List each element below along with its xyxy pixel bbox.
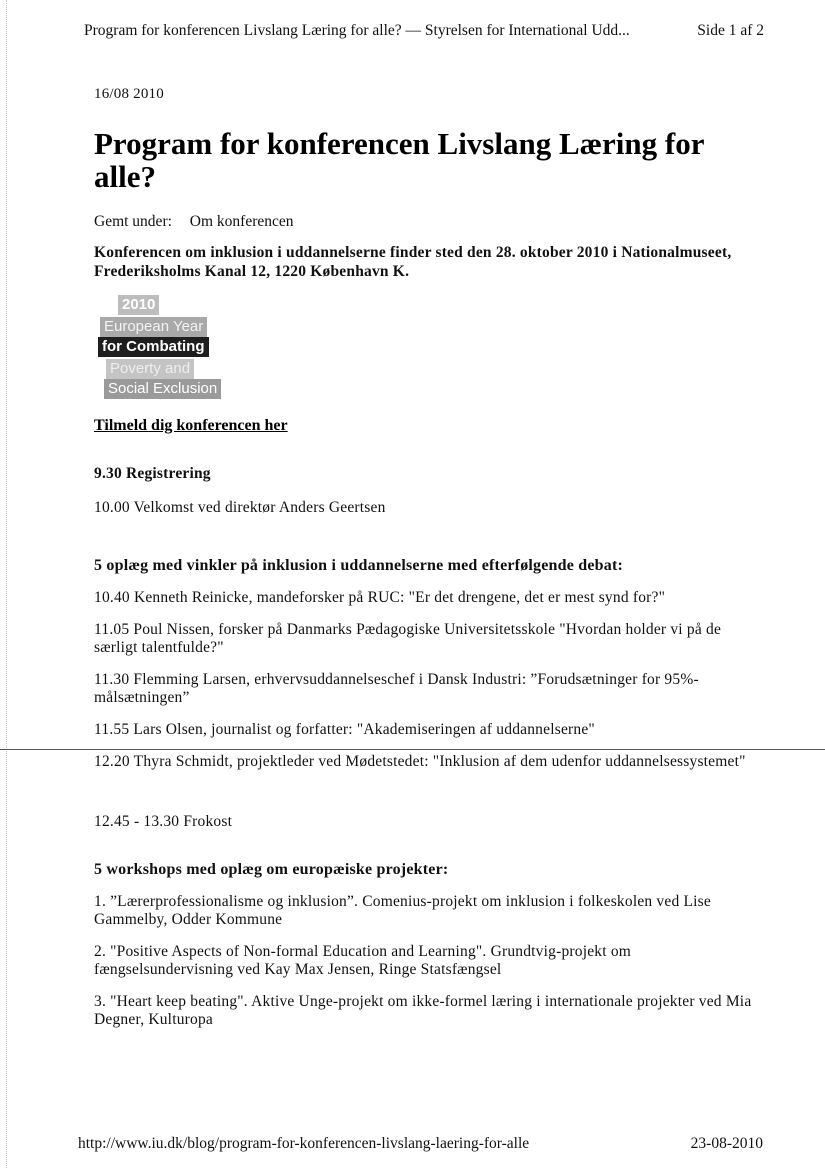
talks-heading: 5 oplæg med vinkler på inklusion i uddannelserne med efterfølgende debat: (94, 557, 624, 574)
print-header (84, 22, 764, 40)
filed-under-category-link[interactable]: Om konferencen (189, 213, 294, 230)
scan-edge (6, 0, 7, 1168)
talk-item: 10.40 Kenneth Reinicke, mandeforsker på RUC: "Er det drengene, det er mest synd for?" (94, 589, 666, 606)
talk-item: 12.20 Thyra Schmidt, projektleder ved Mødetstedet: "Inklusion af dem udenfor uddannelsessystemet" (94, 753, 746, 770)
filed-under (94, 213, 754, 231)
logo-line: Social Exclusion (104, 379, 221, 399)
logo-line: Poverty and (106, 359, 194, 379)
signup-link[interactable]: Tilmeld dig konferencen her (94, 417, 288, 434)
article-date: 16/08 2010 (94, 86, 164, 102)
talk-item: 11.55 Lars Olsen, journalist og forfatter: "Akademiseringen af uddannelserne" (94, 721, 595, 738)
print-footer (78, 1135, 763, 1153)
program-item-lunch: 12.45 - 13.30 Frokost (94, 813, 233, 830)
logo-line: 2010 (118, 295, 159, 315)
workshops-heading: 5 workshops med oplæg om europæiske projekter: (94, 861, 449, 878)
page-title: Program for konferencen Livslang Læring for alle? (94, 126, 704, 194)
logo-line: for Combating (98, 337, 209, 357)
logo-line: European Year (100, 317, 207, 337)
workshop-item: 3. "Heart keep beating". Aktive Unge-projekt om ikke-formel læring i internationale projekter ved Mia Degner, Kulturopa (94, 993, 752, 1028)
workshop-item: 2. "Positive Aspects of Non-formal Education and Learning". Grundtvig-projekt om fængselsundervisning ved Kay Max Jensen, Ringe Statsfængsel (94, 943, 632, 978)
print-date: 23-08-2010 (690, 1135, 763, 1152)
filed-under-label: Gemt under: (94, 213, 172, 230)
page-url: http://www.iu.dk/blog/program-for-konferencen-livslang-laering-for-alle (78, 1135, 530, 1152)
talk-item: 11.30 Flemming Larsen, erhvervsuddannelseschef i Dansk Industri: ”Forudsætninger for 95%-målsætningen” (94, 671, 699, 706)
article (94, 86, 754, 1029)
print-header-title: Program for konferencen Livslang Læring for alle? — Styrelsen for International Udd... (84, 22, 630, 39)
program-item-registration: 9.30 Registrering (94, 465, 211, 482)
print-page-number: Side 1 af 2 (697, 22, 764, 39)
program-item-welcome: 10.00 Velkomst ved direktør Anders Geertsen (94, 499, 386, 516)
workshop-item: 1. ”Lærerprofessionalisme og inklusion”. Comenius-projekt om inklusion i folkeskolen ved Lise Gammelby, Odder Kommune (94, 893, 711, 928)
venue-info: Konferencen om inklusion i uddannelserne finder sted den 28. oktober 2010 i Nationalmuseet, Frederiksholms Kanal 12, 1220 København K. (94, 244, 732, 280)
eu-year-logo (94, 295, 234, 405)
talk-item: 11.05 Poul Nissen, forsker på Danmarks Pædagogiske Universitetsskole "Hvordan holder vi på de særligt talentfulde?" (94, 621, 722, 656)
